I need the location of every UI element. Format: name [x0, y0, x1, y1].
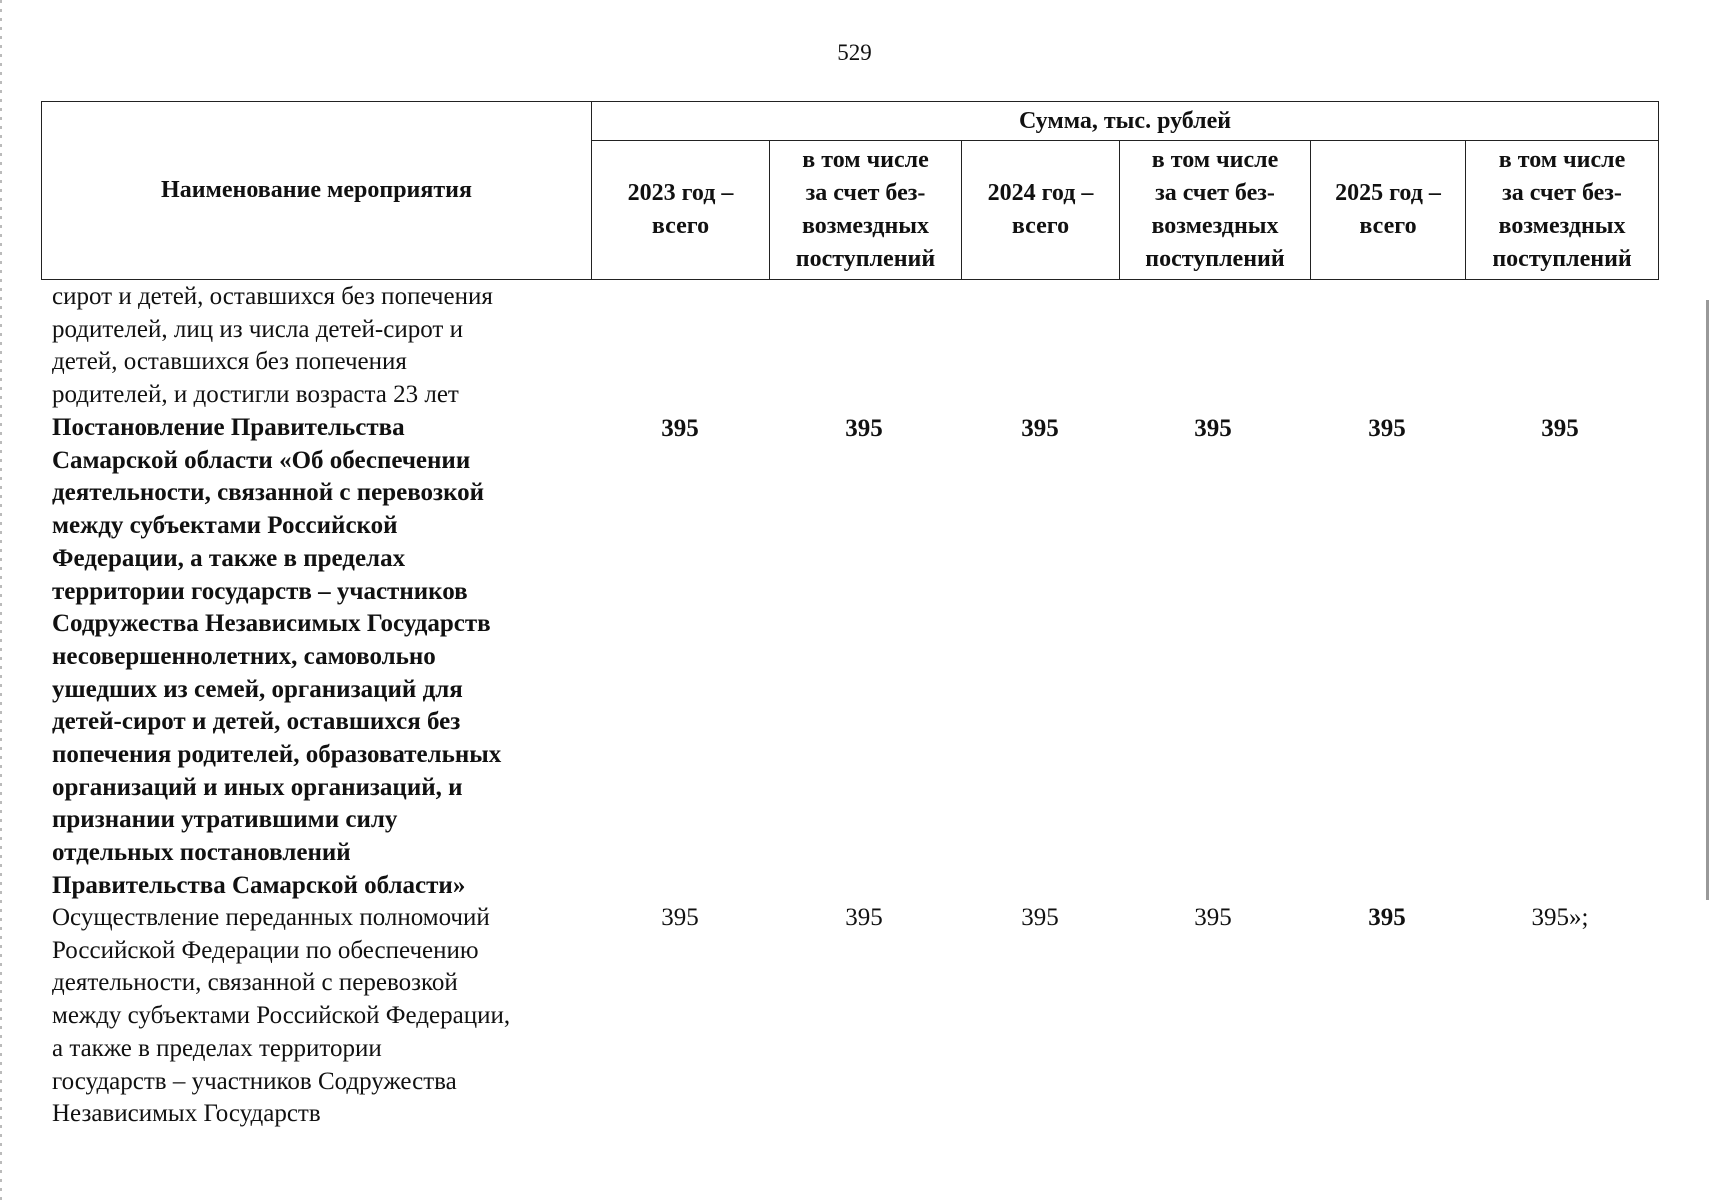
- row-continuation-text: сирот и детей, оставшихся без попечения родителей, лиц из числа детей-сирот и детей, оставшихся без попечения родителей, и достигли возраста 23 лет: [52, 283, 493, 409]
- row1-2025-total: 395: [1368, 415, 1406, 442]
- scan-left-edge: [0, 0, 2, 1200]
- row1-2024-total: 395: [1021, 415, 1059, 442]
- header-name-column: Наименование мероприятия: [42, 102, 592, 280]
- header-sum-title: Сумма, тыс. рублей: [592, 102, 1659, 141]
- row2-2024-gratuitous: 395: [1194, 904, 1232, 931]
- row1-2025-gratuitous: 395: [1541, 415, 1579, 442]
- row2-2025-total: 395: [1368, 904, 1406, 931]
- row-resolution-title: Постановление Правительства Самарской области «Об обеспечении деятельности, связанной с перевозкой между субъектами Российской Федерации, а также в пределах территории государств – участников Содружества Независимых Государств несовершеннолетних, самовольно ушедших из семей, организаций для детей-сирот и детей, оставшихся без попечения родителей, образовательных организаций и иных организаций, и признании утратившими силу отдельных постановлений Правительства Самарской области»: [52, 414, 502, 899]
- page-number: 529: [837, 40, 872, 65]
- row2-2023-total: 395: [661, 904, 699, 931]
- header-2023-gratuitous: в том числе за счет без- возмездных поступлений: [770, 141, 962, 280]
- header-2024-gratuitous: в том числе за счет без- возмездных поступлений: [1120, 141, 1311, 280]
- row2-2024-total: 395: [1021, 904, 1059, 931]
- row2-2023-gratuitous: 395: [845, 904, 883, 931]
- header-2025-gratuitous: в том числе за счет без- возмездных поступлений: [1466, 141, 1659, 280]
- header-2025-total: 2025 год – всего: [1311, 141, 1466, 280]
- row1-2023-total: 395: [661, 415, 699, 442]
- row1-2024-gratuitous: 395: [1194, 415, 1232, 442]
- row1-2023-gratuitous: 395: [845, 415, 883, 442]
- header-2023-total: 2023 год – всего: [592, 141, 770, 280]
- header-2024-total: 2024 год – всего: [962, 141, 1120, 280]
- row2-2025-gratuitous: 395»;: [1531, 904, 1589, 931]
- row-delegated-powers: Осуществление переданных полномочий Российской Федерации по обеспечению деятельности, связанной с перевозкой между субъектами Российской Федерации, а также в пределах территории государств – участников Содружества Независимых Государств: [52, 904, 511, 1128]
- table-header: [41, 101, 1659, 280]
